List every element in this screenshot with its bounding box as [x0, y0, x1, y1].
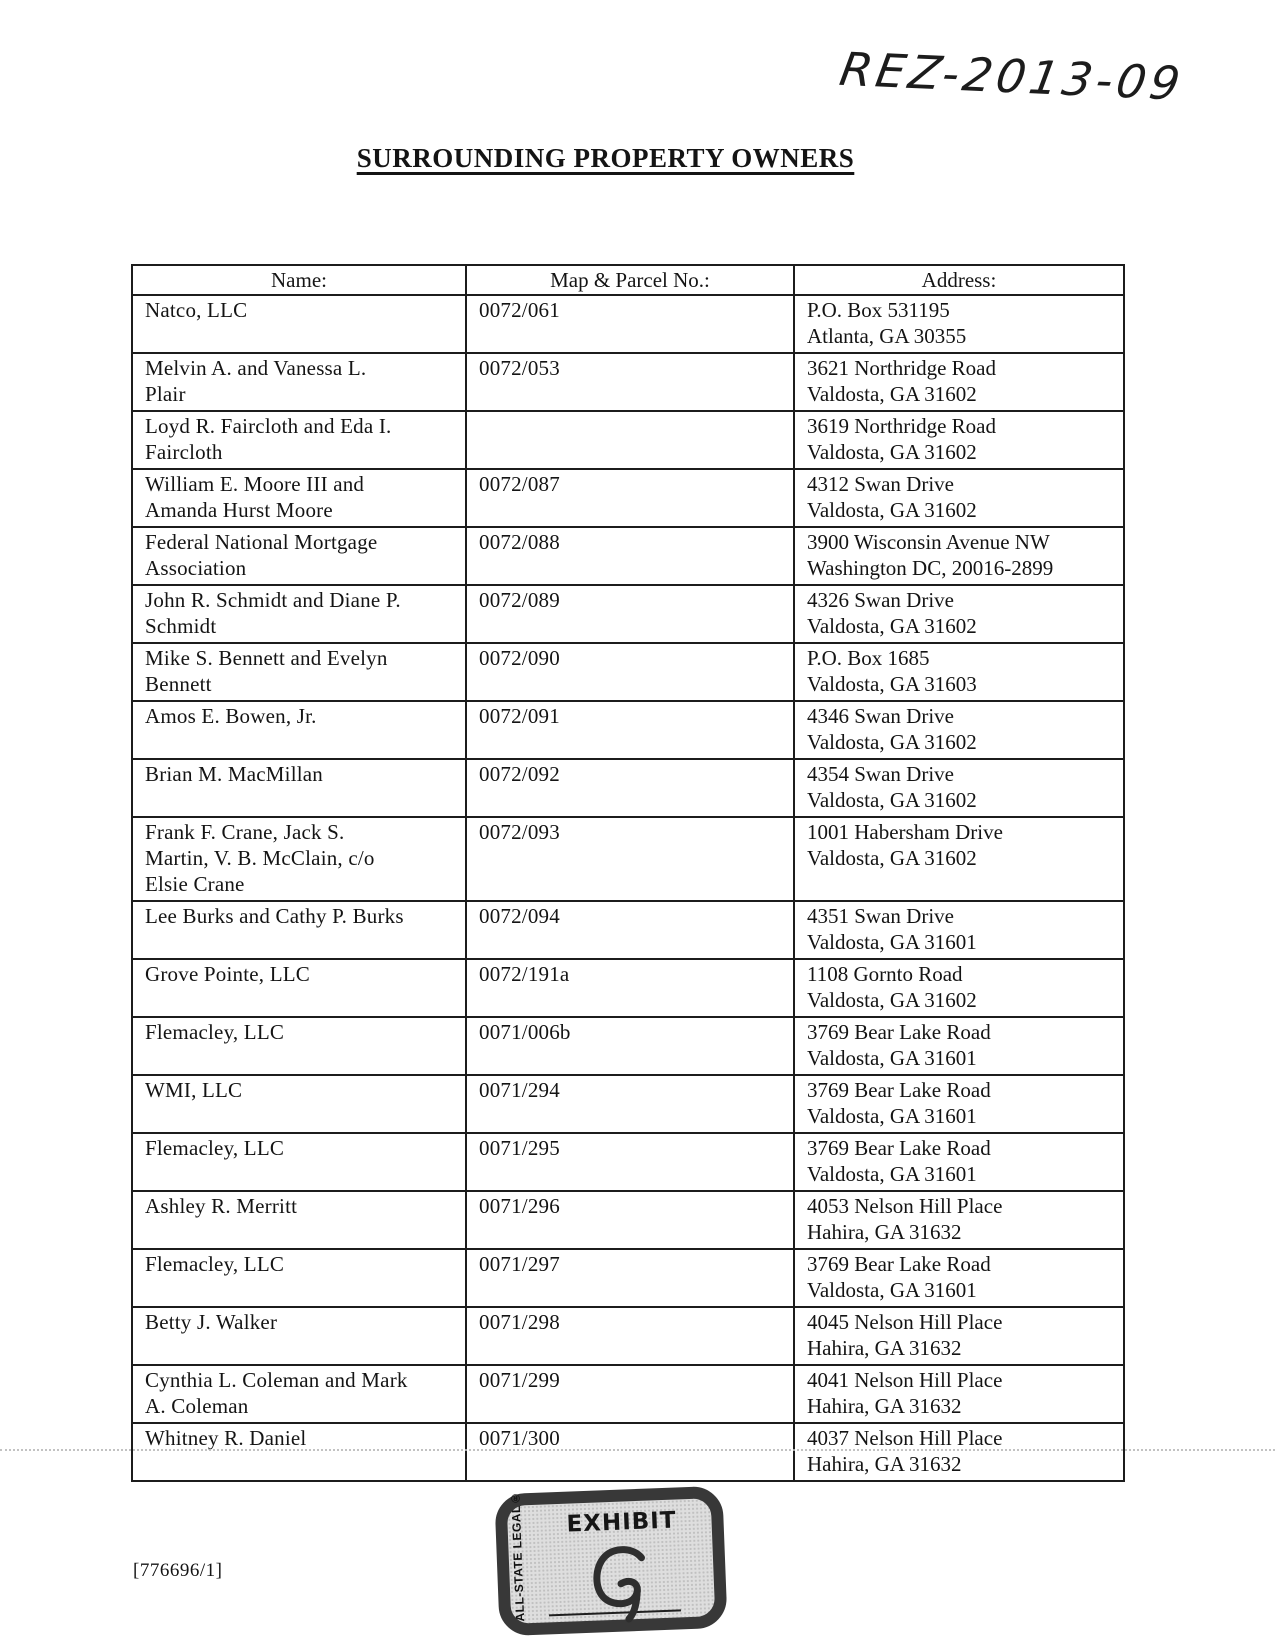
table-row: [132, 411, 1124, 469]
text-line: Faircloth: [145, 440, 223, 464]
address-cell-content: [807, 1251, 1115, 1303]
map-parcel-cell: [466, 1017, 794, 1075]
text-line: WMI, LLC: [145, 1078, 243, 1102]
address-cell: [794, 1133, 1124, 1191]
text-line: Schmidt: [145, 614, 217, 638]
address-cell: [794, 469, 1124, 527]
owner-name-cell: [132, 1017, 466, 1075]
map-parcel-cell: [466, 585, 794, 643]
owner-name-cell-content: [145, 645, 457, 697]
map-parcel-cell-content: [479, 903, 785, 955]
table-header-row: [132, 265, 1124, 295]
text-line: P.O. Box 1685: [807, 646, 930, 670]
address-cell: [794, 701, 1124, 759]
address-cell: [794, 585, 1124, 643]
map-parcel-cell-content: [479, 1193, 785, 1245]
address-cell: [794, 353, 1124, 411]
text-line: Valdosta, GA 31602: [807, 788, 977, 812]
text-line: Valdosta, GA 31603: [807, 672, 977, 696]
map-parcel-cell: [466, 959, 794, 1017]
text-line: Valdosta, GA 31602: [807, 988, 977, 1012]
table-row: [132, 295, 1124, 353]
owner-name-cell-content: [145, 703, 457, 755]
handwritten-exhibit-letter-g: [588, 1542, 657, 1628]
owner-name-cell-content: [145, 1077, 457, 1129]
owner-name-cell: [132, 585, 466, 643]
map-parcel-cell: [466, 1133, 794, 1191]
table-row: [132, 585, 1124, 643]
map-parcel-cell: [466, 701, 794, 759]
address-cell: [794, 1017, 1124, 1075]
address-cell: [794, 1075, 1124, 1133]
text-line: Loyd R. Faircloth and Eda I.: [145, 414, 392, 438]
address-cell-content: [807, 903, 1115, 955]
exhibit-stamp: [494, 1486, 727, 1637]
text-line: Washington DC, 20016-2899: [807, 556, 1054, 580]
map-parcel-cell-content: [479, 961, 785, 1013]
address-cell-content: [807, 645, 1115, 697]
text-line: Hahira, GA 31632: [807, 1220, 962, 1244]
owner-name-cell: [132, 759, 466, 817]
text-line: 1108 Gornto Road: [807, 962, 963, 986]
text-line: 4351 Swan Drive: [807, 904, 954, 928]
address-cell: [794, 527, 1124, 585]
text-line: 4354 Swan Drive: [807, 762, 954, 786]
text-line: 0072/191a: [479, 962, 570, 986]
table-row: [132, 1249, 1124, 1307]
text-line: Lee Burks and Cathy P. Burks: [145, 904, 404, 928]
map-parcel-cell: [466, 1191, 794, 1249]
text-line: Grove Pointe, LLC: [145, 962, 310, 986]
text-line: 0072/092: [479, 762, 560, 786]
text-line: Betty J. Walker: [145, 1310, 278, 1334]
table-row: [132, 701, 1124, 759]
address-cell-content: [807, 761, 1115, 813]
owner-name-cell-content: [145, 587, 457, 639]
text-line: Amos E. Bowen, Jr.: [145, 704, 317, 728]
map-parcel-cell-content: [479, 413, 785, 465]
map-parcel-cell-content: [479, 1135, 785, 1187]
address-cell-content: [807, 413, 1115, 465]
map-parcel-cell: [466, 469, 794, 527]
address-cell-content: [807, 1193, 1115, 1245]
owner-name-cell: [132, 1133, 466, 1191]
owner-name-cell-content: [145, 529, 457, 581]
address-cell-content: [807, 1425, 1115, 1477]
address-cell: [794, 817, 1124, 901]
handwritten-case-number: REZ-2013-09: [836, 42, 1188, 111]
address-cell: [794, 759, 1124, 817]
owner-name-cell: [132, 643, 466, 701]
scan-artifact-line: [0, 1449, 1275, 1451]
map-parcel-cell-content: [479, 297, 785, 349]
address-cell-content: [807, 1135, 1115, 1187]
table-row: [132, 1133, 1124, 1191]
owner-name-cell-content: [145, 961, 457, 1013]
map-parcel-cell: [466, 1423, 794, 1481]
owner-name-cell: [132, 353, 466, 411]
owner-name-cell: [132, 701, 466, 759]
text-line: Martin, V. B. McClain, c/o: [145, 846, 375, 870]
owner-name-cell-content: [145, 1193, 457, 1245]
text-line: Cynthia L. Coleman and Mark: [145, 1368, 408, 1392]
map-parcel-cell-content: [479, 1425, 785, 1477]
text-line: Hahira, GA 31632: [807, 1394, 962, 1418]
text-line: 0072/093: [479, 820, 560, 844]
text-line: Melvin A. and Vanessa L.: [145, 356, 367, 380]
map-parcel-cell: [466, 527, 794, 585]
table-row: [132, 1365, 1124, 1423]
address-cell: [794, 959, 1124, 1017]
text-line: 3769 Bear Lake Road: [807, 1020, 991, 1044]
column-header-address: Address:: [794, 265, 1124, 295]
text-line: 3769 Bear Lake Road: [807, 1136, 991, 1160]
table-row: [132, 469, 1124, 527]
text-line: Valdosta, GA 31601: [807, 1104, 977, 1128]
text-line: Whitney R. Daniel: [145, 1426, 307, 1450]
surrounding-owners-table: [131, 264, 1125, 1482]
table-row: [132, 1307, 1124, 1365]
text-line: 4037 Nelson Hill Place: [807, 1426, 1003, 1450]
text-line: 3769 Bear Lake Road: [807, 1078, 991, 1102]
address-cell: [794, 901, 1124, 959]
address-cell-content: [807, 355, 1115, 407]
owner-name-cell-content: [145, 1135, 457, 1187]
owner-name-cell-content: [145, 903, 457, 955]
address-cell-content: [807, 703, 1115, 755]
owner-name-cell: [132, 817, 466, 901]
text-line: 4326 Swan Drive: [807, 588, 954, 612]
address-cell: [794, 643, 1124, 701]
owners-table-body: [132, 295, 1124, 1481]
owner-name-cell-content: [145, 297, 457, 349]
text-line: Bennett: [145, 672, 212, 696]
text-line: Federal National Mortgage: [145, 530, 378, 554]
text-line: 0072/091: [479, 704, 560, 728]
table-row: [132, 1075, 1124, 1133]
text-line: 3769 Bear Lake Road: [807, 1252, 991, 1276]
text-line: 0071/294: [479, 1078, 560, 1102]
address-cell: [794, 1365, 1124, 1423]
text-line: 0071/299: [479, 1368, 560, 1392]
text-line: John R. Schmidt and Diane P.: [145, 588, 401, 612]
text-line: 0071/297: [479, 1252, 560, 1276]
text-line: Frank F. Crane, Jack S.: [145, 820, 345, 844]
text-line: Valdosta, GA 31601: [807, 1278, 977, 1302]
text-line: 0072/087: [479, 472, 560, 496]
address-cell: [794, 295, 1124, 353]
text-line: 0072/088: [479, 530, 560, 554]
text-line: Valdosta, GA 31602: [807, 498, 977, 522]
address-cell: [794, 1307, 1124, 1365]
map-parcel-cell-content: [479, 1367, 785, 1419]
map-parcel-cell: [466, 411, 794, 469]
map-parcel-cell-content: [479, 645, 785, 697]
owner-name-cell-content: [145, 1251, 457, 1303]
text-line: Valdosta, GA 31602: [807, 614, 977, 638]
text-line: Valdosta, GA 31602: [807, 382, 977, 406]
address-cell: [794, 1191, 1124, 1249]
table-row: [132, 1191, 1124, 1249]
page-title: SURROUNDING PROPERTY OWNERS: [356, 143, 855, 173]
owner-name-cell-content: [145, 1019, 457, 1071]
table-row: [132, 759, 1124, 817]
address-cell-content: [807, 819, 1115, 871]
owner-name-cell-content: [145, 1367, 457, 1419]
text-line: Valdosta, GA 31602: [807, 846, 977, 870]
map-parcel-cell: [466, 353, 794, 411]
map-parcel-cell: [466, 817, 794, 901]
text-line: 0072/094: [479, 904, 560, 928]
address-cell-content: [807, 529, 1115, 581]
map-parcel-cell-content: [479, 587, 785, 639]
table-row: [132, 817, 1124, 901]
map-parcel-cell: [466, 1249, 794, 1307]
text-line: 4312 Swan Drive: [807, 472, 954, 496]
text-line: 0071/296: [479, 1194, 560, 1218]
text-line: Flemacley, LLC: [145, 1136, 285, 1160]
owner-name-cell-content: [145, 819, 457, 897]
owner-name-cell: [132, 1365, 466, 1423]
map-parcel-cell-content: [479, 1019, 785, 1071]
address-cell-content: [807, 1019, 1115, 1071]
text-line: William E. Moore III and: [145, 472, 365, 496]
map-parcel-cell-content: [479, 761, 785, 813]
owner-name-cell-content: [145, 355, 457, 407]
owner-name-cell: [132, 295, 466, 353]
column-header-parcel: Map & Parcel No.:: [466, 265, 794, 295]
text-line: Elsie Crane: [145, 872, 245, 896]
map-parcel-cell: [466, 643, 794, 701]
text-line: 4346 Swan Drive: [807, 704, 954, 728]
map-parcel-cell-content: [479, 529, 785, 581]
text-line: A. Coleman: [145, 1394, 249, 1418]
text-line: 0071/298: [479, 1310, 560, 1334]
table-row: [132, 353, 1124, 411]
owner-name-cell: [132, 1191, 466, 1249]
text-line: 4045 Nelson Hill Place: [807, 1310, 1003, 1334]
text-line: 1001 Habersham Drive: [807, 820, 1003, 844]
map-parcel-cell: [466, 1307, 794, 1365]
text-line: 0072/053: [479, 356, 560, 380]
address-cell-content: [807, 587, 1115, 639]
text-line: 0071/295: [479, 1136, 560, 1160]
text-line: 0072/089: [479, 588, 560, 612]
text-line: 3900 Wisconsin Avenue NW: [807, 530, 1050, 554]
owner-name-cell: [132, 901, 466, 959]
owner-name-cell-content: [145, 761, 457, 813]
table-row: [132, 1423, 1124, 1481]
owner-name-cell-content: [145, 413, 457, 465]
text-line: 0072/061: [479, 298, 560, 322]
owner-name-cell: [132, 469, 466, 527]
address-cell-content: [807, 1309, 1115, 1361]
address-cell-content: [807, 471, 1115, 523]
text-line: 3621 Northridge Road: [807, 356, 996, 380]
text-line: Valdosta, GA 31602: [807, 440, 977, 464]
text-line: 0072/090: [479, 646, 560, 670]
text-line: Hahira, GA 31632: [807, 1452, 962, 1476]
text-line: Hahira, GA 31632: [807, 1336, 962, 1360]
map-parcel-cell-content: [479, 1251, 785, 1303]
owner-name-cell: [132, 1249, 466, 1307]
text-line: Plair: [145, 382, 186, 406]
table-row: [132, 959, 1124, 1017]
address-cell-content: [807, 297, 1115, 349]
address-cell: [794, 411, 1124, 469]
owner-name-cell: [132, 411, 466, 469]
text-line: Valdosta, GA 31601: [807, 1162, 977, 1186]
text-line: 0071/006b: [479, 1020, 571, 1044]
text-line: Ashley R. Merritt: [145, 1194, 298, 1218]
owner-name-cell-content: [145, 1309, 457, 1361]
text-line: 0071/300: [479, 1426, 560, 1450]
text-line: Valdosta, GA 31601: [807, 1046, 977, 1070]
table-row: [132, 643, 1124, 701]
map-parcel-cell-content: [479, 1077, 785, 1129]
text-line: Flemacley, LLC: [145, 1252, 285, 1276]
address-cell: [794, 1423, 1124, 1481]
address-cell-content: [807, 961, 1115, 1013]
text-line: Valdosta, GA 31601: [807, 930, 977, 954]
column-header-name: Name:: [132, 265, 466, 295]
map-parcel-cell: [466, 1365, 794, 1423]
map-parcel-cell-content: [479, 355, 785, 407]
text-line: Valdosta, GA 31602: [807, 730, 977, 754]
text-line: Natco, LLC: [145, 298, 248, 322]
map-parcel-cell-content: [479, 471, 785, 523]
text-line: 3619 Northridge Road: [807, 414, 996, 438]
text-line: [479, 413, 785, 439]
table-row: [132, 1017, 1124, 1075]
owner-name-cell-content: [145, 1425, 457, 1477]
address-cell-content: [807, 1077, 1115, 1129]
document-reference-number: [776696/1]: [133, 1560, 223, 1581]
owner-name-cell: [132, 959, 466, 1017]
map-parcel-cell-content: [479, 819, 785, 871]
owner-name-cell: [132, 1423, 466, 1481]
owner-name-cell: [132, 1307, 466, 1365]
text-line: Flemacley, LLC: [145, 1020, 285, 1044]
map-parcel-cell-content: [479, 703, 785, 755]
table-row: [132, 901, 1124, 959]
table-row: [132, 527, 1124, 585]
map-parcel-cell: [466, 759, 794, 817]
owner-name-cell: [132, 1075, 466, 1133]
text-line: 4041 Nelson Hill Place: [807, 1368, 1003, 1392]
exhibit-label: EXHIBIT: [566, 1507, 678, 1538]
text-line: Brian M. MacMillan: [145, 762, 323, 786]
owner-name-cell: [132, 527, 466, 585]
map-parcel-cell-content: [479, 1309, 785, 1361]
map-parcel-cell: [466, 901, 794, 959]
address-cell-content: [807, 1367, 1115, 1419]
text-line: 4053 Nelson Hill Place: [807, 1194, 1003, 1218]
text-line: Amanda Hurst Moore: [145, 498, 333, 522]
text-line: P.O. Box 531195: [807, 298, 950, 322]
owner-name-cell-content: [145, 471, 457, 523]
text-line: Association: [145, 556, 247, 580]
stamp-brand-text: ALL-STATE LEGAL®: [508, 1490, 528, 1622]
text-line: Mike S. Bennett and Evelyn: [145, 646, 388, 670]
text-line: Atlanta, GA 30355: [807, 324, 967, 348]
map-parcel-cell: [466, 1075, 794, 1133]
map-parcel-cell: [466, 295, 794, 353]
address-cell: [794, 1249, 1124, 1307]
